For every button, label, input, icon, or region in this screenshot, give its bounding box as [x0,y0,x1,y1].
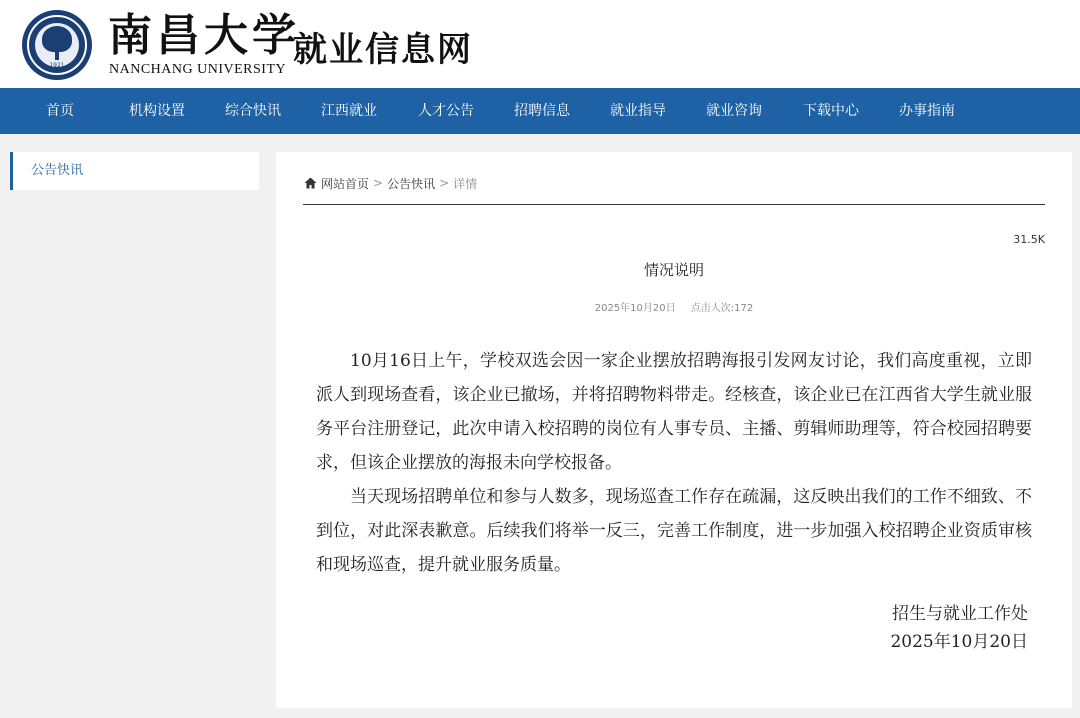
main-nav [0,88,1080,134]
sidebar [10,152,259,190]
nav-item-services[interactable]: 办事指南 [899,103,955,119]
nav-item-talent[interactable]: 人才公告 [418,103,474,119]
university-name-en: NANCHANG UNIVERSITY [109,62,287,77]
article-signature [890,600,1028,656]
nav-item-consult[interactable]: 就业咨询 [706,103,762,119]
article-panel [276,152,1072,708]
university-name-cn[interactable]: 南昌大学 [108,10,300,61]
article-paragraph: 10月16日上午，学校双选会因一家企业摆放招聘海报引发网友讨论，我们高度重视，立即派人到现场查看，该企业已撤场，并将招聘物料带走。经核查，该企业已在江西省大学生就业服务平台注册登记，此次申请入校招聘的岗位有人事专员、主播、剪辑师助理等，符合校园招聘要求，但该企业摆放的海报未向学校报备。 [316,351,1032,473]
breadcrumb-separator: > [439,176,450,190]
views-badge: 31.5K [1013,233,1045,246]
article-body [316,344,1032,582]
signature-office: 招生与就业工作处 [892,604,1028,624]
site-header [0,0,1080,88]
breadcrumb [304,174,477,192]
university-seal-logo[interactable] [22,10,92,80]
nav-item-structure[interactable]: 机构设置 [129,103,185,119]
article-click-count: 点击人次:172 [690,303,754,314]
breadcrumb-divider [303,204,1045,205]
breadcrumb-section-link[interactable]: 公告快讯 [387,176,436,191]
article-date: 2025年10月20日 [594,303,676,314]
seal-year: 1921 [49,62,65,69]
breadcrumb-home-link[interactable]: 网站首页 [321,176,370,191]
site-name[interactable]: 就业信息网 [293,30,473,70]
breadcrumb-separator: > [373,176,384,190]
nav-item-download[interactable]: 下载中心 [803,103,859,119]
article-meta [276,299,1072,314]
breadcrumb-current: 详情 [453,176,478,191]
home-icon [304,177,317,189]
article-paragraph: 当天现场招聘单位和参与人数多，现场巡查工作存在疏漏，这反映出我们的工作不细致、不到位，对此深表歉意。后续我们将举一反三，完善工作制度，进一步加强入校招聘企业资质审核和现场巡查，提升就业服务质量。 [316,487,1032,575]
sidebar-item-announcements[interactable]: 公告快讯 [31,163,84,178]
nav-item-news[interactable]: 综合快讯 [225,103,281,119]
signature-date: 2025年10月20日 [890,632,1028,652]
nav-item-home[interactable]: 首页 [46,103,74,119]
article-title: 情况说明 [643,261,704,279]
nav-item-recruit[interactable]: 招聘信息 [514,103,570,119]
nav-item-jiangxi[interactable]: 江西就业 [321,103,377,119]
nav-item-guidance[interactable]: 就业指导 [610,103,666,119]
seal-tree-trunk [55,48,59,60]
